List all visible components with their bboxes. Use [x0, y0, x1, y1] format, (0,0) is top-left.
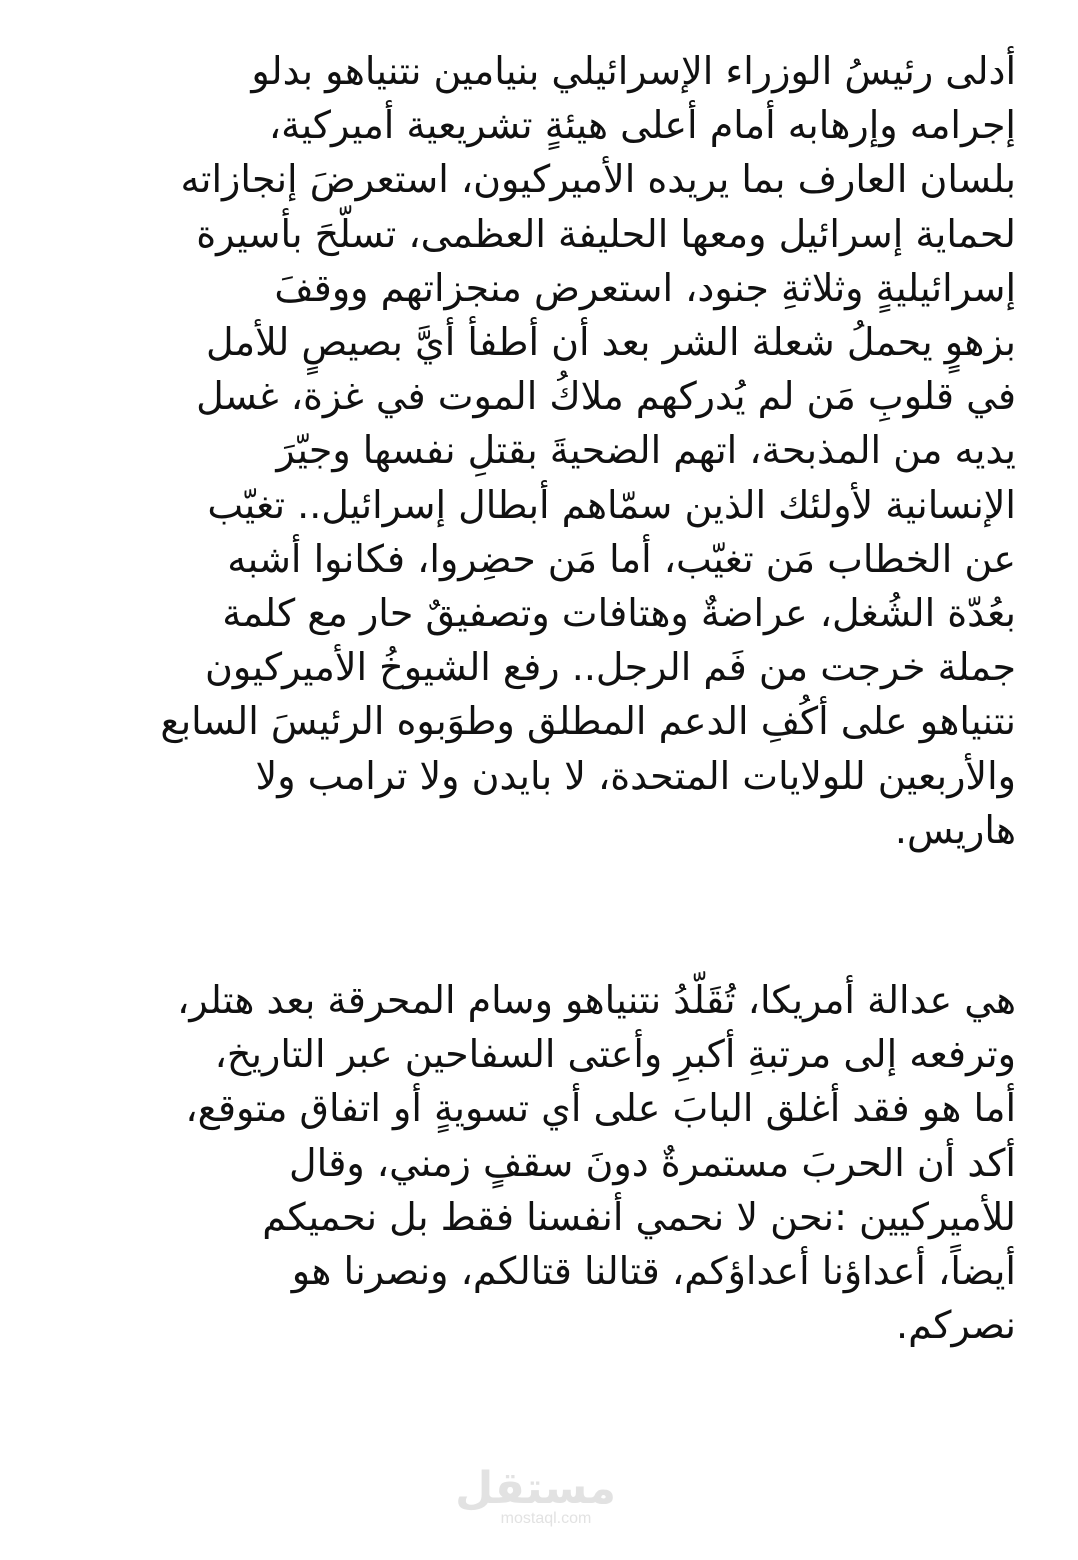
text-line: الإنسانية لأولئك الذين سمّاهم أبطال إسرائيل.. تغيّب — [207, 482, 1016, 527]
text-line: بزهوٍ يحملُ شعلة الشر بعد أن أطفأ أيَّ بصيصٍ للأمل — [205, 320, 1016, 365]
paragraph-1 — [56, 44, 1016, 857]
text-line: أدلى رئيسُ الوزراء الإسرائيلي بنيامين نتنياهو بدلو — [251, 49, 1016, 93]
text-line: وترفعه إلى مرتبةِ أكبرِ وأعتى السفاحين عبر التاريخ، — [214, 1032, 1016, 1077]
text-line: نصركم. — [896, 1303, 1016, 1348]
text-line: للأميركيين :نحن لا نحمي أنفسنا فقط بل نحميكم — [262, 1194, 1016, 1239]
text-line: إجرامه وإرهابه أمام أعلى هيئةٍ تشريعية أميركية، — [268, 103, 1016, 148]
text-line: بعُدّة الشُغل، عراضةٌ وهتافات وتصفيقٌ حار مع كلمة — [222, 591, 1016, 636]
text-line: أكد أن الحربَ مستمرةٌ دونَ سقفٍ زمني، وقال — [289, 1140, 1016, 1185]
text-line: أيضاً، أعداؤنا أعداؤكم، قتالنا قتالكم، ونصرنا هو — [291, 1249, 1016, 1294]
text-line: أما هو فقد أغلق البابَ على أي تسويةٍ أو اتفاق متوقع، — [185, 1086, 1016, 1131]
text-line: هي عدالة أمريكا، تُقَلّدُ نتنياهو وسام المحرقة بعد هتلر، — [177, 978, 1016, 1023]
mostaql-watermark — [455, 1463, 616, 1528]
paragraph-2 — [56, 973, 1016, 1352]
text-line: في قلوبِ مَن لم يُدركهم ملاكُ الموت في غزة، غسل — [196, 374, 1016, 419]
watermark-logo-latin: mostaql.com — [500, 1510, 592, 1527]
text-line: والأربعين للولايات المتحدة، لا بايدن ولا ترامب ولا — [255, 753, 1016, 798]
text-line: إسرائيليةٍ وثلاثةِ جنود، استعرض منجزاتهم ووقفَ — [274, 265, 1016, 310]
text-line: يديه من المذبحة، اتهم الضحيةَ بقتلِ نفسها وجيّرَ — [276, 428, 1016, 473]
text-line: لحماية إسرائيل ومعها الحليفة العظمى، تسلّحَ بأسيرة — [196, 211, 1016, 256]
watermark-logo-arabic: مستقل — [455, 1463, 616, 1514]
article-body — [56, 44, 1016, 1352]
text-line: عن الخطاب مَن تغيّب، أما مَن حضِروا، فكانوا أشبه — [227, 536, 1016, 581]
text-line: هاريس. — [894, 807, 1016, 852]
text-line: جملة خرجت من فَم الرجل.. رفع الشيوخُ الأميركيون — [204, 645, 1016, 690]
text-line: بلسان العارف بما يريده الأميركيون، استعرضَ إنجازاته — [180, 157, 1016, 202]
text-line: نتنياهو على أكُفِ الدعم المطلق وطوَبوه الرئيسَ السابع — [160, 699, 1016, 744]
